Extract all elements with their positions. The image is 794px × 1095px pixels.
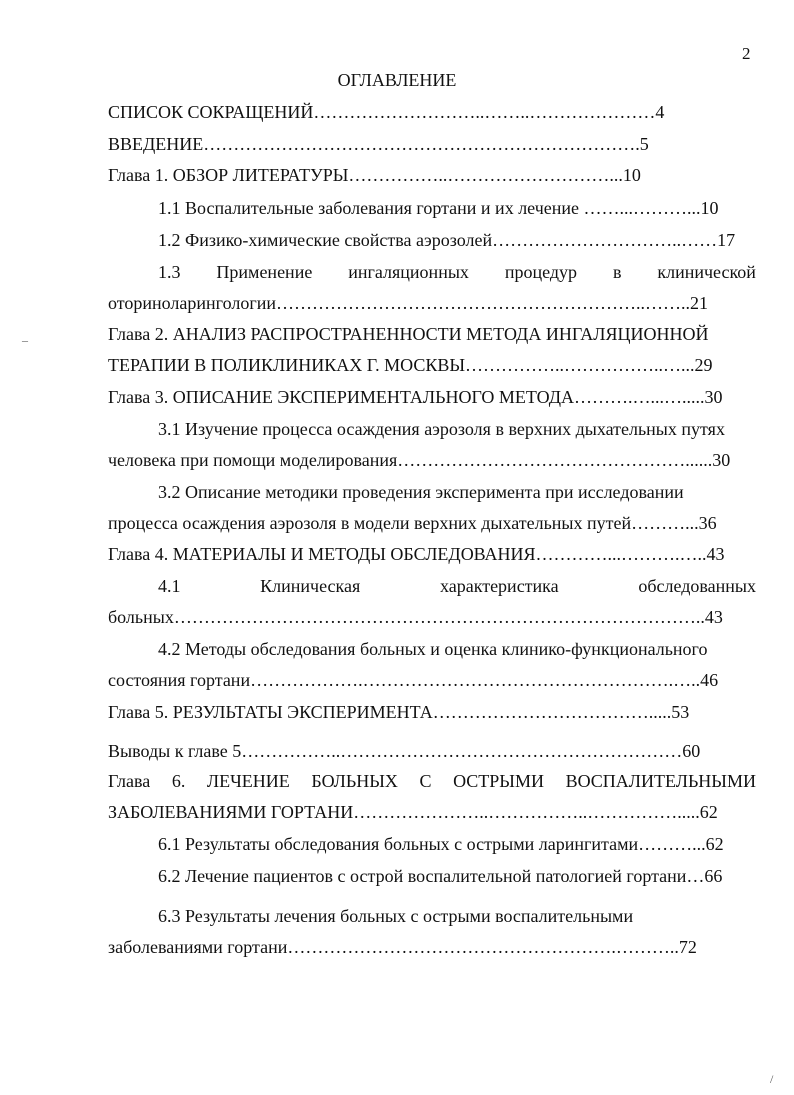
toc-word: ОСТРЫМИ — [453, 771, 544, 791]
toc-word: ингаляционных — [348, 262, 469, 282]
toc-entry-chapter-5[interactable]: Глава 5. РЕЗУЛЬТАТЫ ЭКСПЕРИМЕНТА……………………………….....53 — [108, 702, 690, 722]
toc-entry-abbreviations[interactable]: СПИСОК СОКРАЩЕНИЙ………………………..……..…………………4 — [108, 102, 665, 122]
toc-entry-introduction[interactable]: ВВЕДЕНИЕ……………………………………………………………….5 — [108, 134, 649, 154]
page-number: 2 — [742, 44, 751, 63]
toc-entry-section-6-1[interactable]: 6.1 Результаты обследования больных с острыми ларингитами………...62 — [158, 834, 724, 854]
toc-word: 6. — [171, 771, 186, 791]
toc-word: характеристика — [439, 576, 559, 596]
toc-entry-conclusions-5[interactable]: Выводы к главе 5……………..…………………………………………………60 — [108, 741, 701, 761]
toc-entry-chapter-2-line2[interactable]: ТЕРАПИИ В ПОЛИКЛИНИКАХ Г. МОСКВЫ……………..……………..…...29 — [108, 355, 713, 375]
toc-entry-section-4-2-line1[interactable]: 4.2 Методы обследования больных и оценка клинико-функционального — [158, 639, 708, 659]
toc-word: С — [419, 771, 432, 791]
toc-entry-section-4-1-line2[interactable]: больных……………………………………………………………………………..43 — [108, 607, 723, 627]
toc-entry-section-4-2-line2[interactable]: состояния гортани……………….…………………………………………….…..46 — [108, 670, 719, 690]
toc-entry-section-1-3-line1[interactable] — [158, 261, 756, 285]
toc-entry-chapter-3[interactable]: Глава 3. ОПИСАНИЕ ЭКСПЕРИМЕНТАЛЬНОГО МЕТОДА……….…...….....30 — [108, 387, 723, 407]
toc-word: ВОСПАЛИТЕЛЬНЫМИ — [565, 771, 756, 791]
toc-entry-section-6-3-line2[interactable]: заболеваниями гортани……………………………………………….………..72 — [108, 937, 697, 957]
toc-entry-section-3-1-line1[interactable]: 3.1 Изучение процесса осаждения аэрозоля в верхних дыхательных путях — [158, 419, 725, 439]
toc-entry-section-3-1-line2[interactable]: человека при помощи моделирования…………………………………………......30 — [108, 450, 731, 470]
toc-entry-section-6-2[interactable]: 6.2 Лечение пациентов с острой воспалительной патологией гортани…66 — [158, 866, 723, 886]
toc-entry-chapter-6-line1[interactable] — [108, 770, 756, 794]
toc-word: процедур — [504, 262, 578, 282]
toc-word: клинической — [657, 262, 756, 282]
toc-word: Клиническая — [260, 576, 361, 596]
toc-word: обследованных — [638, 576, 756, 596]
toc-word: 4.1 — [158, 576, 181, 596]
toc-word: 1.3 — [158, 262, 181, 282]
toc-entry-section-3-2-line1[interactable]: 3.2 Описание методики проведения эксперимента при исследовании — [158, 482, 684, 502]
toc-entry-chapter-4[interactable]: Глава 4. МАТЕРИАЛЫ И МЕТОДЫ ОБСЛЕДОВАНИЯ…………...……….…..43 — [108, 544, 725, 564]
toc-entry-section-1-3-line2[interactable]: оториноларингологии……………………………………………………..……..21 — [108, 293, 708, 313]
toc-word: в — [612, 262, 622, 282]
toc-entry-section-1-2[interactable]: 1.2 Физико-химические свойства аэрозолей…………………………..……17 — [158, 230, 736, 250]
toc-entry-section-6-3-line1[interactable]: 6.3 Результаты лечения больных с острыми воспалительными — [158, 906, 634, 926]
scan-speck: / — [770, 1072, 774, 1086]
toc-word: БОЛЬНЫХ — [311, 771, 398, 791]
toc-entry-section-4-1-line1[interactable] — [158, 575, 756, 599]
page-title: ОГЛАВЛЕНИЕ — [337, 70, 457, 90]
toc-entry-chapter-6-line2[interactable]: ЗАБОЛЕВАНИЯМИ ГОРТАНИ…………………..……………..…………….....62 — [108, 802, 718, 822]
toc-entry-chapter-2-line1[interactable]: Глава 2. АНАЛИЗ РАСПРОСТРАНЕННОСТИ МЕТОДА ИНГАЛЯЦИОННОЙ — [108, 324, 709, 344]
toc-word: Применение — [216, 262, 313, 282]
toc-entry-chapter-1[interactable]: Глава 1. ОБЗОР ЛИТЕРАТУРЫ……………..………………………...10 — [108, 165, 641, 185]
toc-entry-section-3-2-line2[interactable]: процесса осаждения аэрозоля в модели верхних дыхательных путей………...36 — [108, 513, 717, 533]
toc-word: ЛЕЧЕНИЕ — [206, 771, 290, 791]
toc-word: Глава — [108, 771, 151, 791]
toc-entry-section-1-1[interactable]: 1.1 Воспалительные заболевания гортани и их лечение ……...………...10 — [158, 198, 719, 218]
scan-speck: – — [22, 333, 28, 347]
